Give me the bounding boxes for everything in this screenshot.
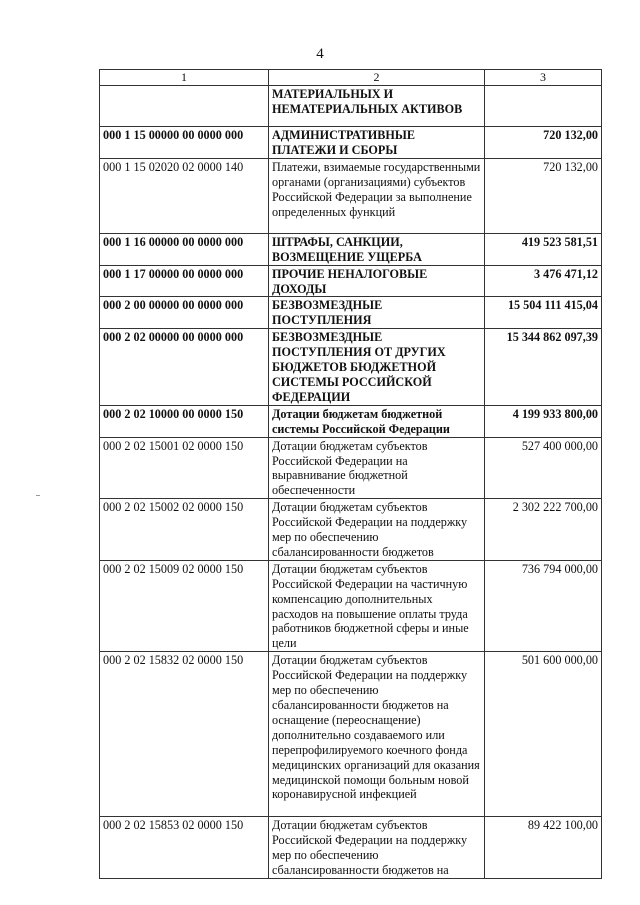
row-code-cell: 000 2 02 15001 02 0000 150 — [100, 437, 269, 499]
row-name-cell: Дотации бюджетам субъектов Российской Федерации на поддержку мер по обеспечению сбалансированности бюджетов на — [269, 817, 485, 879]
row-code-cell: 000 1 16 00000 00 0000 000 — [100, 233, 269, 265]
row-amount-cell: 720 132,00 — [485, 127, 602, 159]
row-code-cell: 000 2 02 15002 02 0000 150 — [100, 499, 269, 561]
row-amount-cell: 527 400 000,00 — [485, 437, 602, 499]
row-code-cell: 000 2 00 00000 00 0000 000 — [100, 297, 269, 329]
row-code-cell: 000 2 02 10000 00 0000 150 — [100, 405, 269, 437]
row-name-cell: Дотации бюджетам субъектов Российской Федерации на поддержку мер по обеспечению сбалансированности бюджетов — [269, 499, 485, 561]
row-code-cell: 000 1 17 00000 00 0000 000 — [100, 265, 269, 297]
row-code-cell: 000 2 02 15832 02 0000 150 — [100, 652, 269, 817]
table-row — [100, 297, 602, 329]
row-name-cell: Дотации бюджетам субъектов Российской Федерации на выравнивание бюджетной обеспеченности — [269, 437, 485, 499]
table-row — [100, 86, 602, 127]
scan-mark — [36, 495, 40, 496]
table-row — [100, 158, 602, 233]
table-row — [100, 233, 602, 265]
table-row — [100, 405, 602, 437]
table-row — [100, 265, 602, 297]
column-header-code: 1 — [100, 70, 269, 86]
row-amount-cell: 3 476 471,12 — [485, 265, 602, 297]
row-amount-cell: 15 504 111 415,04 — [485, 297, 602, 329]
row-name-cell: Дотации бюджетам субъектов Российской Федерации на поддержку мер по обеспечению сбалансированности бюджетов на оснащение (переоснащение) дополнительно создаваемого или перепрофилируемого коечного фонда медицинских организаций для оказания медицинской помощи больным новой коронавирусной инфекцией — [269, 652, 485, 817]
row-code-cell: 000 2 02 15009 02 0000 150 — [100, 560, 269, 651]
row-code-cell: 000 1 15 02020 02 0000 140 — [100, 158, 269, 233]
row-amount-cell: 89 422 100,00 — [485, 817, 602, 879]
row-name-cell: АДМИНИСТРАТИВНЫЕ ПЛАТЕЖИ И СБОРЫ — [269, 127, 485, 159]
row-name-cell: ШТРАФЫ, САНКЦИИ, ВОЗМЕЩЕНИЕ УЩЕРБА — [269, 233, 485, 265]
table-row — [100, 817, 602, 879]
row-name-cell: Дотации бюджетам субъектов Российской Федерации на частичную компенсацию дополнительных расходов на повышение оплаты труда работников бюджетной сферы и иные цели — [269, 560, 485, 651]
column-header-amount: 3 — [485, 70, 602, 86]
row-name-cell: МАТЕРИАЛЬНЫХ И НЕМАТЕРИАЛЬНЫХ АКТИВОВ — [269, 86, 485, 127]
table-header-row — [100, 70, 602, 86]
row-name-cell: Платежи, взимаемые государственными органами (организациями) субъектов Российской Федерации за выполнение определенных функций — [269, 158, 485, 233]
column-header-name: 2 — [269, 70, 485, 86]
table-row — [100, 652, 602, 817]
row-amount-cell: 2 302 222 700,00 — [485, 499, 602, 561]
row-amount-cell: 501 600 000,00 — [485, 652, 602, 817]
row-name-cell: БЕЗВОЗМЕЗДНЫЕ ПОСТУПЛЕНИЯ — [269, 297, 485, 329]
row-name-cell: ПРОЧИЕ НЕНАЛОГОВЫЕ ДОХОДЫ — [269, 265, 485, 297]
row-amount-cell: 736 794 000,00 — [485, 560, 602, 651]
table-row — [100, 499, 602, 561]
row-amount-cell: 419 523 581,51 — [485, 233, 602, 265]
row-amount-cell: 4 199 933 800,00 — [485, 405, 602, 437]
row-amount-cell: 720 132,00 — [485, 158, 602, 233]
table-row — [100, 127, 602, 159]
row-amount-cell — [485, 86, 602, 127]
row-code-cell: 000 2 02 00000 00 0000 000 — [100, 329, 269, 406]
row-code-cell — [100, 86, 269, 127]
row-amount-cell: 15 344 862 097,39 — [485, 329, 602, 406]
table-row — [100, 329, 602, 406]
row-code-cell: 000 2 02 15853 02 0000 150 — [100, 817, 269, 879]
row-name-cell: БЕЗВОЗМЕЗДНЫЕ ПОСТУПЛЕНИЯ ОТ ДРУГИХ БЮДЖЕТОВ БЮДЖЕТНОЙ СИСТЕМЫ РОССИЙСКОЙ ФЕДЕРАЦИИ — [269, 329, 485, 406]
row-name-cell: Дотации бюджетам бюджетной системы Российской Федерации — [269, 405, 485, 437]
table-row — [100, 437, 602, 499]
table-body — [100, 70, 602, 879]
page-number: 4 — [316, 46, 324, 62]
row-code-cell: 000 1 15 00000 00 0000 000 — [100, 127, 269, 159]
table-row — [100, 560, 602, 651]
budget-revenue-table — [99, 69, 602, 879]
